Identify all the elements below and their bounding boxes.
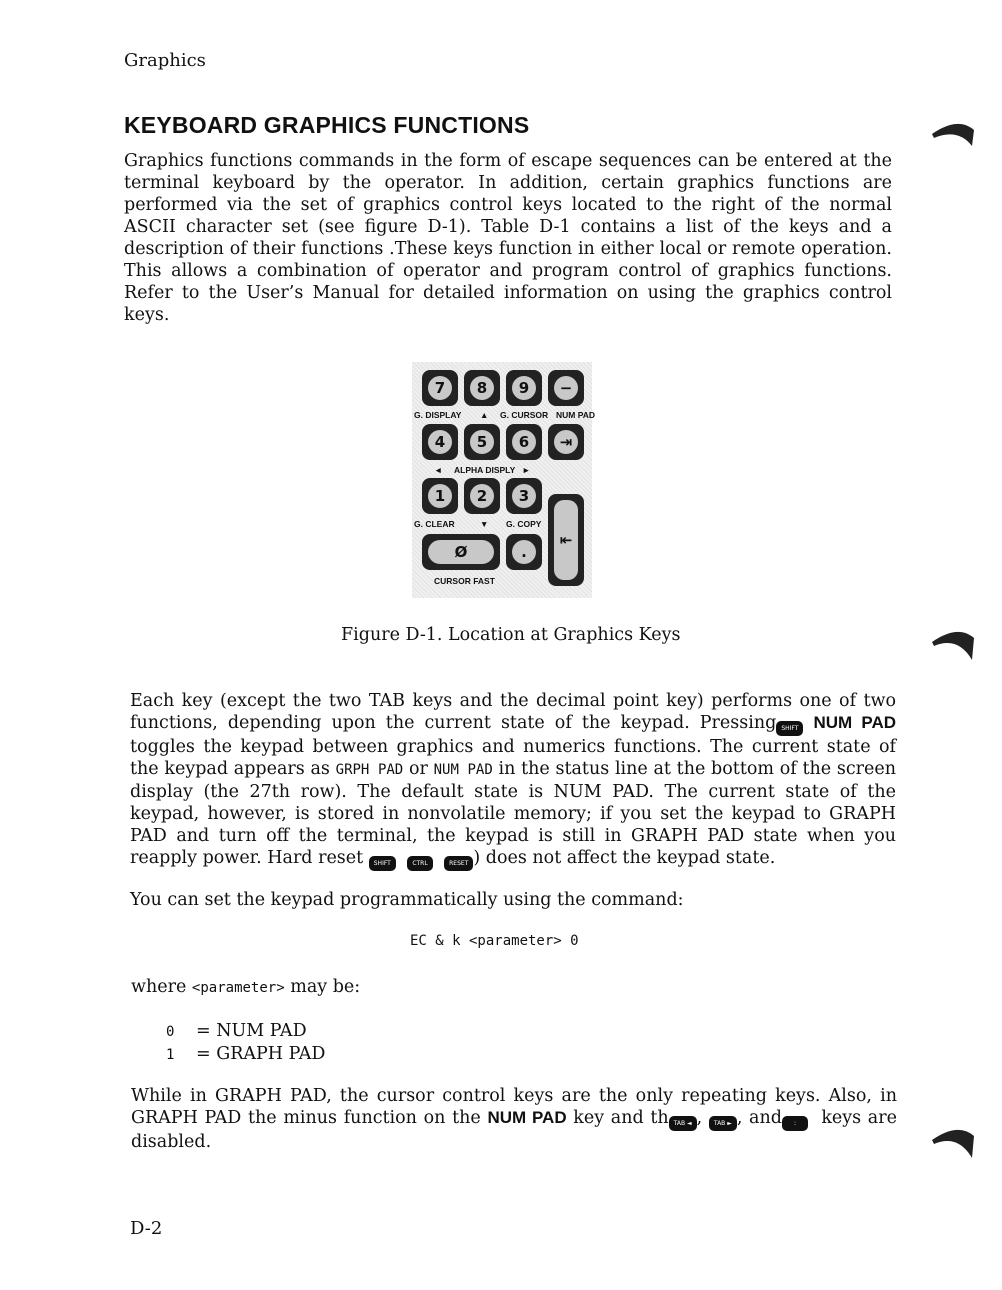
num-pad-key-name: NUM PAD (487, 1108, 567, 1127)
key-1-label: 1 (428, 484, 452, 508)
label-g-cursor: G. CURSOR (500, 410, 549, 420)
text-span: While in GRAPH PAD, the cursor control keys are the only repeating keys. Also, in GRAPH PAD the minus function on the (131, 1086, 897, 1128)
option-code: 0 (166, 1024, 175, 1040)
graphics-keypad-figure (412, 362, 596, 598)
key-1 (422, 478, 458, 514)
tab-forward-icon: ⇥ (554, 430, 578, 454)
key-9 (506, 370, 542, 406)
label-g-copy: G. COPY (506, 519, 542, 529)
key-9-label: 9 (512, 376, 536, 400)
key-5 (464, 424, 500, 460)
key-5-label: 5 (470, 430, 494, 454)
text-span: ) does not affect the keypad state. (473, 848, 776, 868)
escape-command: EC & k <parameter> 0 (410, 933, 579, 949)
key-2 (464, 478, 500, 514)
label-alpha-display: ALPHA DISPLY (454, 465, 516, 475)
tab-back-icon: ⇤ (554, 500, 578, 580)
num-pad-key-name: NUM PAD (813, 713, 896, 732)
text-span: where (131, 977, 187, 997)
tab-back-key-icon: TAB ◄ (669, 1116, 697, 1131)
text-span: , and (736, 1108, 782, 1128)
label-up-arrow: ▲ (480, 410, 489, 420)
ctrl-key-icon: CTRL (407, 856, 433, 871)
tab-forward-key-icon: TAB ► (709, 1116, 737, 1131)
intro-paragraph: Graphics functions commands in the form of escape sequences can be entered at the terminal keyboard by the operator. In addition, certain graphics functions are performed via the set of graphics control keys located to the right of the normal ASCII character set (see figure D-1). Table D-1 contains a list of the keys and a description of their functions .These keys function in either local or remote operation. This allows a combination of operator and program control of graphics functions. Refer to the User’s Manual for detailed information on using the graphics control keys. (124, 151, 892, 325)
key-tab-forward (548, 424, 584, 460)
parameter-options (166, 1020, 325, 1066)
key-6-label: 6 (512, 430, 536, 454)
minus-icon: − (554, 376, 578, 400)
thumb-tab-icon (928, 1116, 978, 1166)
parameter-paragraph (131, 976, 897, 999)
key-minus (548, 370, 584, 406)
option-desc: = NUM PAD (196, 1021, 307, 1041)
num-pad-status: NUM PAD (433, 762, 493, 778)
figure-caption: Figure D-1. Location at Graphics Keys (341, 625, 681, 645)
key-4-label: 4 (428, 430, 452, 454)
option-row (166, 1020, 325, 1043)
shift-key-icon: SHIFT (369, 856, 396, 871)
key-0 (422, 534, 500, 570)
option-row (166, 1043, 325, 1066)
section-title: KEYBOARD GRAPHICS FUNCTIONS (124, 112, 530, 138)
text-span: in the status line at the bottom of the screen display (the 27th row). The default state is NUM PAD. The current state of the keypad, however, is stored in nonvolatile memory; if you set the keypad to GRAPH PAD and turn off the terminal, the keypad is still in GRAPH PAD state when you reapply power. Hard reset (130, 759, 896, 868)
label-down-arrow: ▼ (480, 519, 489, 529)
key-3 (506, 478, 542, 514)
key-6 (506, 424, 542, 460)
key-2-label: 2 (470, 484, 494, 508)
key-3-label: 3 (512, 484, 536, 508)
label-g-clear: G. CLEAR (414, 519, 455, 529)
text-span: may be: (290, 977, 361, 997)
shift-key-icon: SHIFT (776, 721, 803, 736)
text-span: or (408, 759, 428, 779)
key-0-label: Ø (428, 540, 494, 564)
colon-key-icon: : (782, 1116, 808, 1131)
running-head: Graphics (124, 50, 206, 71)
grph-pad-status: GRPH PAD (335, 762, 404, 778)
keypad-state-paragraph (130, 690, 896, 871)
option-desc: = GRAPH PAD (196, 1044, 326, 1064)
label-num-pad: NUM PAD (556, 410, 596, 420)
command-intro-paragraph: You can set the keypad programmatically using the command: (130, 890, 684, 910)
text-span: keys are disabled. (131, 1108, 897, 1152)
parameter-token: <parameter> (191, 980, 285, 996)
text-span: , (696, 1108, 703, 1128)
key-4 (422, 424, 458, 460)
key-decimal (506, 534, 542, 570)
key-7-label: 7 (428, 376, 452, 400)
page-number: D-2 (130, 1218, 163, 1239)
label-right-arrow: ► (522, 465, 531, 475)
text-span: Each key (except the two TAB keys and the decimal point key) performs one of two functions, depending upon the current state of the keypad. Pressing (130, 691, 896, 733)
key-7 (422, 370, 458, 406)
key-tab-back-tall (548, 494, 584, 586)
thumb-tab-icon (928, 108, 978, 154)
text-span: key and th (573, 1108, 669, 1128)
key-decimal-label: . (512, 540, 536, 564)
text-span: toggles the keypad between graphics and numerics functions. The current state of the keypad appears as (130, 737, 896, 779)
label-cursor-fast: CURSOR FAST (434, 576, 495, 586)
key-8 (464, 370, 500, 406)
graph-pad-paragraph (131, 1085, 897, 1153)
reset-key-icon: RESET (444, 856, 473, 871)
key-8-label: 8 (470, 376, 494, 400)
label-left-arrow: ◄ (434, 465, 443, 475)
thumb-tab-icon (928, 618, 978, 668)
option-code: 1 (166, 1047, 175, 1063)
label-g-display: G. DISPLAY (414, 410, 462, 420)
